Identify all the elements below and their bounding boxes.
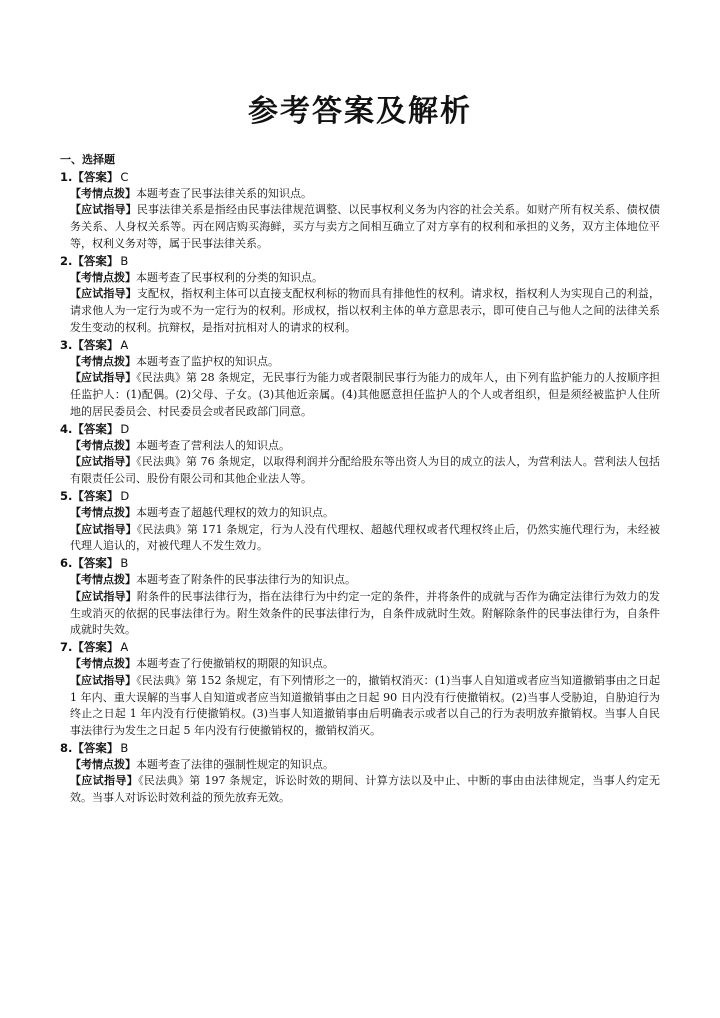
paragraph-text: 本题考查了民事权利的分类的知识点。 xyxy=(136,270,323,284)
answer-choice: B xyxy=(120,253,129,268)
paragraph-text: 《民法典》第 171 条规定，行为人没有代理权、超越代理权或者代理权终止后，仍然实施代理行为，未经被代理人追认的，对被代理人不发生效力。 xyxy=(70,522,660,553)
answer-label: 【答案】 xyxy=(72,740,119,755)
paragraph-tag: 【考情点拨】 xyxy=(70,186,136,200)
answer-content xyxy=(60,152,660,807)
exam-point-paragraph xyxy=(60,438,660,455)
exam-point-paragraph xyxy=(60,505,660,522)
question-number: 6. xyxy=(60,556,73,571)
paragraph-text: 《民法典》第 152 条规定，有下列情形之一的，撤销权消灭：(1)当事人自知道或者应当知道撤销事由之日起 1 年内、重大误解的当事人自知道或者应当知道撤销事由之日起 90 日内没有行使撤销权。(2)当事人受胁迫，自胁迫行为终止之日起 1 年内没有行使撤销权。(3)当事人知道撤销事由后明确表示或者以自己的行为表明放弃撤销权。当事人自民事法律行为发生之日起 5 年内没有行使撤销权的，撤销权消灭。 xyxy=(70,673,661,738)
paragraph-tag: 【考情点拨】 xyxy=(70,505,136,519)
answer-item xyxy=(60,555,660,639)
guidance-paragraph xyxy=(60,589,660,639)
answer-item-head xyxy=(60,555,660,572)
paragraph-text: 本题考查了监护权的知识点。 xyxy=(136,354,279,368)
paragraph-tag: 【考情点拨】 xyxy=(70,572,136,586)
answer-label: 【答案】 xyxy=(72,421,119,436)
guidance-paragraph xyxy=(60,370,660,420)
answer-item-head xyxy=(60,421,660,438)
answer-label: 【答案】 xyxy=(72,253,119,268)
paragraph-tag: 【应试指导】 xyxy=(70,589,137,603)
paragraph-tag: 【考情点拨】 xyxy=(70,757,136,771)
answer-choice: B xyxy=(120,556,129,571)
answer-item xyxy=(60,639,660,740)
answer-item xyxy=(60,740,660,807)
answer-choice: A xyxy=(120,640,129,655)
answer-choice: D xyxy=(120,488,130,503)
answer-item-head xyxy=(60,337,660,354)
guidance-paragraph xyxy=(60,522,660,556)
guidance-paragraph xyxy=(60,673,660,740)
paragraph-tag: 【考情点拨】 xyxy=(70,270,136,284)
answer-item xyxy=(60,488,660,555)
paragraph-tag: 【考情点拨】 xyxy=(70,354,136,368)
answer-choice: C xyxy=(120,169,129,184)
answer-choice: B xyxy=(120,740,129,755)
paragraph-text: 本题考查了附条件的民事法律行为的知识点。 xyxy=(136,572,356,586)
guidance-paragraph xyxy=(60,773,660,807)
answer-label: 【答案】 xyxy=(72,488,119,503)
answer-item xyxy=(60,253,660,337)
question-number: 2. xyxy=(60,253,73,268)
answer-label: 【答案】 xyxy=(72,169,119,184)
page-title: 参考答案及解析 xyxy=(248,94,472,129)
answer-choice: A xyxy=(120,337,129,352)
paragraph-tag: 【应试指导】 xyxy=(70,673,137,687)
paragraph-text: 本题考查了营利法人的知识点。 xyxy=(136,438,290,452)
answer-item-head xyxy=(60,488,660,505)
answer-label: 【答案】 xyxy=(72,337,119,352)
exam-point-paragraph xyxy=(60,656,660,673)
exam-point-paragraph xyxy=(60,572,660,589)
paragraph-text: 本题考查了超越代理权的效力的知识点。 xyxy=(136,505,334,519)
paragraph-tag: 【考情点拨】 xyxy=(70,656,136,670)
answer-item xyxy=(60,421,660,488)
paragraph-text: 附条件的民事法律行为，指在法律行为中约定一定的条件，并将条件的成就与否作为确定法律行为效力的发生或消灭的依据的民事法律行为。附生效条件的民事法律行为，自条件成就时生效。附解除条件的民事法律行为，自条件成就时失效。 xyxy=(70,589,661,637)
exam-point-paragraph xyxy=(60,186,660,203)
exam-point-paragraph xyxy=(60,757,660,774)
paragraph-tag: 【应试指导】 xyxy=(70,455,137,469)
paragraph-tag: 【应试指导】 xyxy=(70,287,137,301)
answer-list xyxy=(60,169,660,807)
answer-item xyxy=(60,337,660,421)
paragraph-text: 本题考查了行使撤销权的期限的知识点。 xyxy=(136,656,334,670)
question-number: 7. xyxy=(60,640,73,655)
question-number: 3. xyxy=(60,337,73,352)
answer-item-head xyxy=(60,740,660,757)
paragraph-tag: 【应试指导】 xyxy=(70,203,137,217)
paragraph-text: 支配权，指权利主体可以直接支配权利标的物而具有排他性的权利。请求权，指权利人为实现自己的利益，请求他人为一定行为或不为一定行为的权利。形成权，指以权利主体的单方意思表示，即可使自己与他人之间的法律关系发生变动的权利。抗辩权，是指对抗相对人的请求的权利。 xyxy=(70,287,661,334)
paragraph-text: 民事法律关系是指经由民事法律规范调整、以民事权利义务为内容的社会关系。如财产所有权关系、债权债务关系、人身权关系等。丙在网店购买海鲜，买方与卖方之间相互确立了对方享有的权利和承担的义务，双方主体地位平等，权利义务对等，属于民事法律关系。 xyxy=(70,203,661,250)
question-number: 4. xyxy=(60,421,73,436)
answer-label: 【答案】 xyxy=(72,640,119,655)
answer-label: 【答案】 xyxy=(72,556,119,571)
answer-item-head xyxy=(60,253,660,270)
answer-item-head xyxy=(60,169,660,186)
question-number: 1. xyxy=(60,169,73,184)
paragraph-tag: 【应试指导】 xyxy=(70,774,139,788)
answer-item xyxy=(60,169,660,253)
paragraph-text: 《民法典》第 28 条规定，无民事行为能力或者限制民事行为能力的成年人，由下列有监护能力的人按顺序担任监护人：(1)配偶。(2)父母、子女。(3)其他近亲属。(4)其他愿意担任监护人的个人或者组织，但是须经被监护人住所地的居民委员会、村民委员会或者民政部门同意。 xyxy=(70,371,661,418)
exam-point-paragraph xyxy=(60,270,660,287)
paragraph-tag: 【应试指导】 xyxy=(70,522,137,536)
guidance-paragraph xyxy=(60,454,660,488)
paragraph-text: 本题考查了法律的强制性规定的知识点。 xyxy=(136,757,334,771)
question-number: 8. xyxy=(60,740,73,755)
question-number: 5. xyxy=(60,488,73,503)
section-heading: 一、选择题 xyxy=(60,153,115,166)
exam-point-paragraph xyxy=(60,354,660,371)
paragraph-text: 《民法典》第 76 条规定，以取得利润并分配给股东等出资人为目的成立的法人，为营利法人。营利法人包括有限责任公司、股份有限公司和其他企业法人等。 xyxy=(70,455,661,486)
paragraph-text: 本题考查了民事法律关系的知识点。 xyxy=(136,186,312,200)
guidance-paragraph xyxy=(60,286,660,336)
paragraph-tag: 【应试指导】 xyxy=(70,371,137,385)
guidance-paragraph xyxy=(60,202,660,252)
answer-item-head xyxy=(60,639,660,656)
answer-choice: D xyxy=(120,421,130,436)
paragraph-tag: 【考情点拨】 xyxy=(70,438,136,452)
paragraph-text: 《民法典》第 197 条规定，诉讼时效的期间、计算方法以及中止、中断的事由由法律规定，当事人约定无效。当事人对诉讼时效利益的预先放弃无效。 xyxy=(70,774,660,805)
